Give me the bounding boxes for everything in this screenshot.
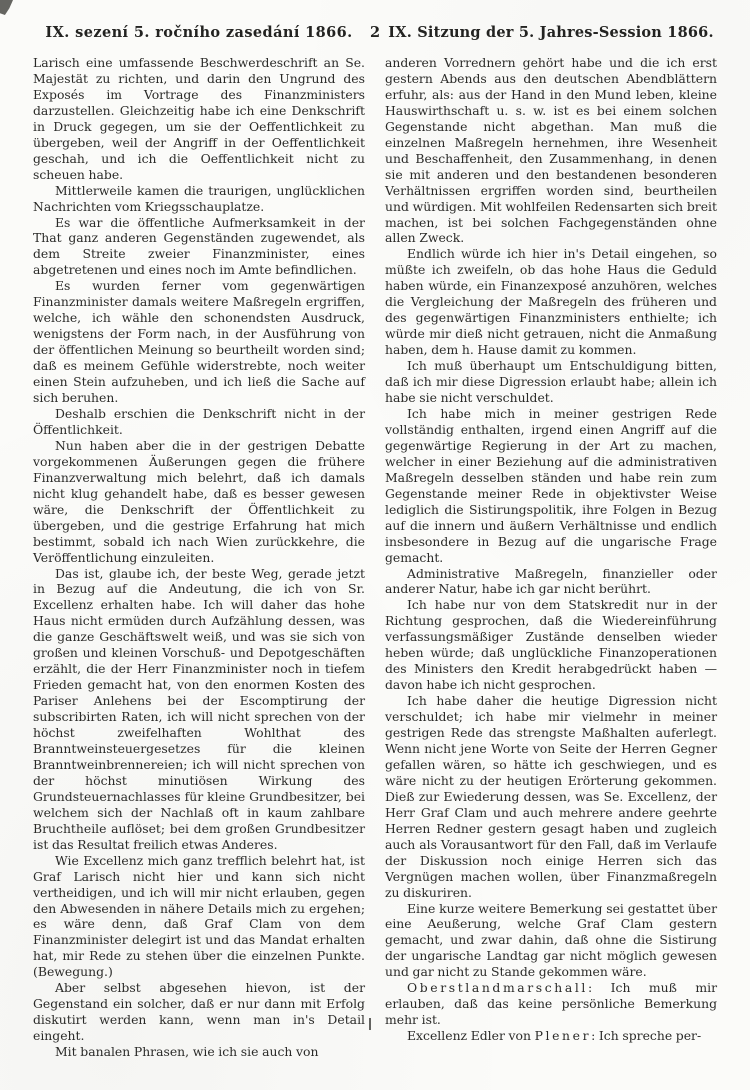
paragraph [33, 853, 365, 981]
text-segment: Ich muß überhaupt um Entschuldigung bitten, daß ich mir diese Digression erlaubt habe; allein ich habe sie nicht verschuldet. [385, 358, 717, 406]
speaker-name: Oberstlandmarschall [407, 980, 588, 996]
text-columns [33, 55, 717, 1060]
text-segment: Es wurden ferner vom gegenwärtigen Finanzminister damals weitere Maßregeln ergriffen, welche, ich wähle den schonendsten Ausdruck, wenigstens der Form nach, in der Ausführung von der öffentlichen Meinung so beurtheilt worden sind; daß es meinem Gefühle widerstrebte, noch weiter einen Stein aufzuheben, und ich ließ die Sache auf sich beruhen. [33, 278, 365, 406]
text-segment: Ich habe nur von dem Statskredit nur in der Richtung gesprochen, daß die Wiedereinführung verfassungsmäßiger Zustände denselben wieder heben würde; daß unglückliche Finanzoperationen des Ministers den Kredit herabgedrückt haben — davon habe ich nicht gesprochen. [385, 597, 717, 693]
text-segment: anderen Vorrednern gehört habe und die ich erst gestern Abends aus den deutschen Abendblättern erfuhr, als: aus der Hand in den Mund leben, kleine Hauswirthschaft u. s. w. ist es bei einem solchen Gegenstande nicht abgethan. Man muß die einzelnen Maßregeln hernehmen, ihre Wesenheit und Beschaffenheit, den Zusammenhang, in denen sie mit anderen und den bestandenen besonderen Verhältnissen ergriffen worden sind, beurtheilen und würdigen. Mit wohlfeilen Redensarten sich breit machen, ist bei solchen Fachgegenständen ohne allen Zweck. [385, 55, 717, 246]
paragraph [33, 215, 365, 279]
text-segment: : Ich muß mir erlauben, daß das keine persönliche Bemerkung mehr ist. [385, 980, 717, 1028]
paragraph [33, 278, 365, 406]
paragraph [33, 55, 365, 183]
text-segment: Deshalb erschien die Denkschrift nicht in der Öffentlichkeit. [33, 405, 365, 437]
paragraph [385, 246, 717, 358]
paragraph [385, 358, 717, 406]
text-segment: Larisch eine umfassende Beschwerdeschrift an Se. Majestät zu richten, und darin den Ungrund des Exposés im Vortrage des Finanzministers darzustellen. Gleichzeitig habe ich eine Denkschrift in Druck gegegen, um sie der Oeffentlichkeit zu übergeben, weil der Angriff in der Oeffentlichkeit geschah, und ich die Oeffentlichkeit nicht zu scheuen habe. [33, 55, 365, 182]
column-divider-tick [369, 1018, 371, 1030]
paragraph [33, 980, 365, 1044]
text-segment: Administrative Maßregeln, finanzieller oder anderer Natur, habe ich gar nicht berührt. [385, 565, 717, 597]
text-segment: Endlich würde ich hier in's Detail eingehen, so müßte ich zweifeln, ob das hohe Haus die Geduld haben würde, ein Finanzexposé anzuhören, welches die Vergleichung der Maßregeln des früheren und des gegenwärtigen Finanzministers enthielte; ich würde mir dieß nicht getrauen, nicht die Anmaßung haben, dem h. Hause damit zu kommen. [385, 246, 717, 358]
paragraph [385, 597, 717, 693]
text-segment: Wie Excellenz mich ganz trefflich belehrt hat, ist Graf Larisch nicht hier und kann sich nicht vertheidigen, und ich will mir nicht erlauben, gegen den Abwesenden in nähere Details mich zu ergehen; es wäre denn, daß Graf Clam von dem Finanzminister delegirt ist und das Mandat erhalten hat, mir Rede zu stehen über die einzelnen Punkte. (Bewegung.) [33, 852, 365, 980]
paragraph [385, 901, 717, 981]
text-segment: Es war die öffentliche Aufmerksamkeit in der That ganz anderen Gegenständen zugewendet, als dem Streite zweier Finanzminister, eines abgetretenen und eines noch im Amte befindlichen. [33, 214, 365, 278]
scan-artifact-corner [0, 0, 13, 15]
paragraph [33, 1044, 365, 1060]
paragraph [33, 566, 365, 853]
text-segment: Ich habe daher die heutige Digression nicht verschuldet; ich habe mir vielmehr in meiner gestrigen Rede das strengste Maßhalten auferlegt. Wenn nicht jene Worte von Seite der Herren Gegner gefallen wären, so hätte ich geschwiegen, und es wäre nicht zu der heutigen Erörterung gekommen. Dieß zur Ewiederung dessen, was Se. Excellenz, der Herr Graf Clam und auch mehrere andere geehrte Herren Redner gestern gesagt haben und zugleich auch als Vorausantwort für den Fall, daß im Verlaufe der Diskussion noch einige Herren sich das Vergnügen machen wollen, über Finanzmaßregeln zu diskuriren. [385, 693, 717, 900]
text-segment: : Ich spreche per- [591, 1028, 702, 1044]
text-segment: Excellenz Edler von [407, 1028, 535, 1044]
text-segment: Mittlerweile kamen die traurigen, unglücklichen Nachrichten vom Kriegsschauplatze. [33, 182, 365, 214]
text-segment: Nun haben aber die in der gestrigen Debatte vorgekommenen Äußerungen gegen die frühere Finanzverwaltung mich belehrt, daß ich damals nicht klug gehandelt habe, daß es besser gewesen wäre, die Denkschrift der Öffentlichkeit zu übergeben, und die gestrige Erfahrung hat mich bestimmt, sobald ich nach Wien zurückkehre, die Veröffentlichung einzuleiten. [33, 437, 365, 565]
paragraph [385, 980, 717, 1028]
right-text-column [385, 55, 717, 1060]
speaker-name: Plener [534, 1028, 592, 1044]
paragraph [33, 438, 365, 566]
page-header [33, 24, 717, 41]
paragraph [33, 183, 365, 215]
paragraph [385, 1028, 717, 1044]
paragraph [385, 55, 717, 246]
text-segment: Mit banalen Phrasen, wie ich sie auch von [55, 1044, 319, 1060]
paragraph [33, 406, 365, 438]
text-segment: Aber selbst abgesehen hievon, ist der Gegenstand ein solcher, daß er nur dann mit Erfolg diskutirt werden kann, wenn man in's Detail eingeht. [33, 980, 365, 1044]
paragraph [385, 406, 717, 566]
text-segment: Das ist, glaube ich, der beste Weg, gerade jetzt in Bezug auf die Andeutung, die ich von Sr. Excellenz erhalten habe. Ich will daher das hohe Haus nicht ermüden durch Aufzählung dessen, was die ganze Geschäftswelt weiß, und was sie sich von großen und kleinen Vorschuß- und Depotgeschäften erzählt, die der Herr Finanzminister noch in tiefem Frieden gemacht hat, von den enormen Kosten des Pariser Anlehens bei der Escomptirung der subscribirten Raten, ich will nicht sprechen von der höchst zweifelhaften Wohlthat des Branntweinsteuergesetzes für die kleinen Branntweinbrennereien; ich will nicht sprechen von der höchst minutiösen Wirkung des Grundsteuernachlasses für kleine Grundbesitzer, bei welchem sich der Nachlaß oft in kaum zahlbare Bruchtheile auflöset; bei dem großen Grundbesitzer ist das Resultat freilich etwas Anderes. [33, 565, 365, 852]
header-czech-session-title: IX. sezení 5. ročního zasedání 1866. [45, 24, 353, 41]
text-segment: Ich habe mich in meiner gestrigen Rede vollständig enthalten, irgend einen Angriff auf die gegenwärtige Regierung in der Art zu machen, welcher in einer Beziehung auf die administrativen Maßregeln desselben ständen und habe rein zum Gegenstande meiner Rede in objektivster Weise lediglich die Sistirungspolitik, ihre Folgen in Bezug auf die innern und äußern Verhältnisse und endlich insbesondere in Bezug auf die ungarische Frage gemacht. [385, 405, 717, 565]
paragraph [385, 693, 717, 900]
text-segment: Eine kurze weitere Bemerkung sei gestattet über eine Aeußerung, welche Graf Clam gestern gemacht, und zwar dahin, daß ohne die Sistirung der ungarische Landtag gar nicht möglich gewesen und gar nicht zu Stande gekommen wäre. [385, 900, 717, 980]
page-number: 2 [369, 24, 381, 41]
left-text-column [33, 55, 365, 1060]
header-german-session-title: IX. Sitzung der 5. Jahres-Session 1866. [388, 24, 714, 41]
paragraph [385, 566, 717, 598]
